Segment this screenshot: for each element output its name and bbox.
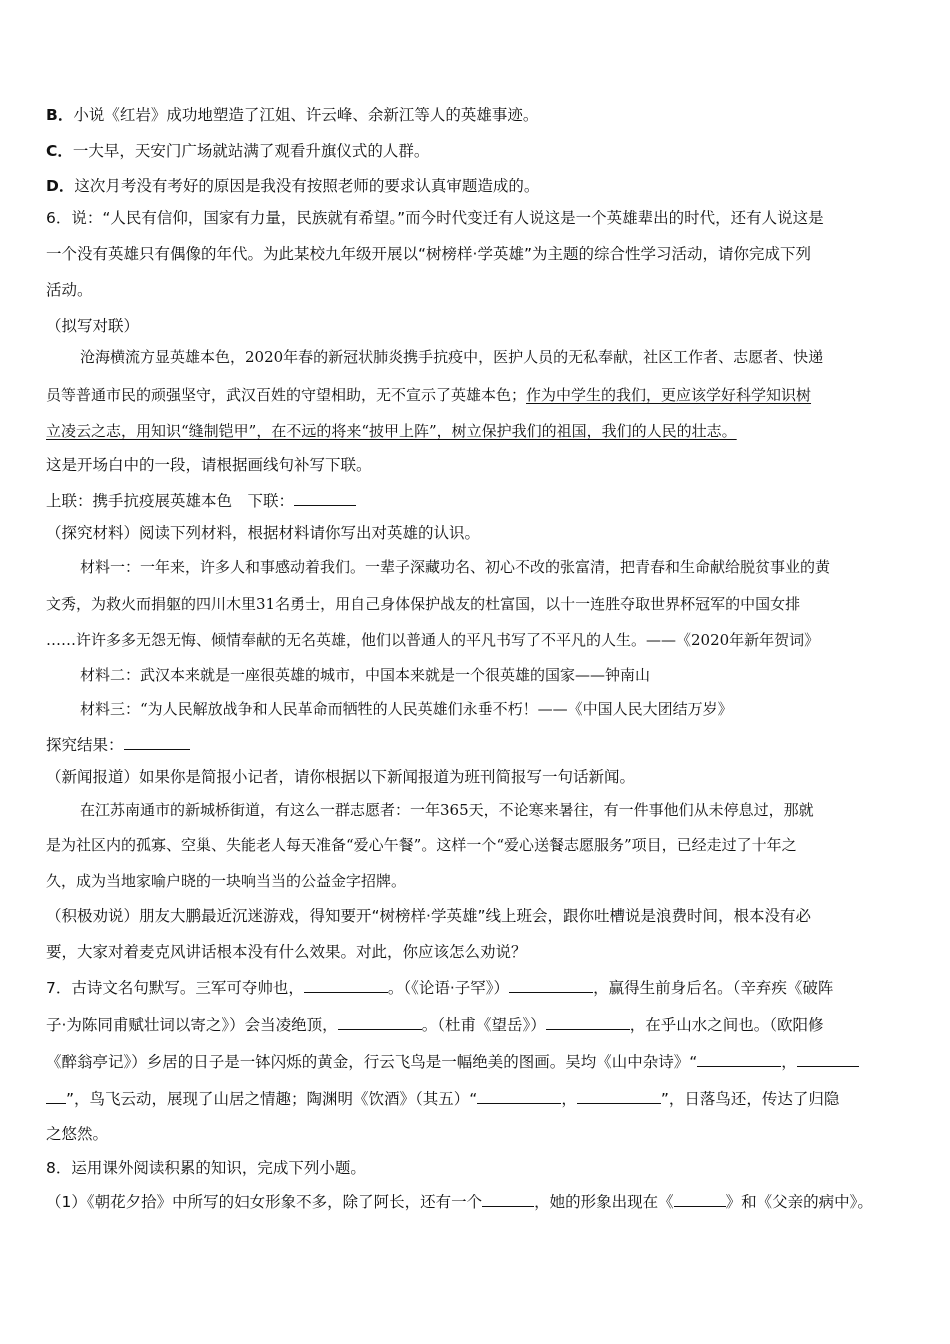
- q7-text: ”，鸟飞云动，展现了山居之情趣；陶渊明《饮酒》（其五）“: [66, 1090, 478, 1108]
- q7-blank[interactable]: [477, 1087, 561, 1104]
- material-one-line: 文秀，为救火而捐躯的四川木里31名勇士，用自己身体保护战友的杜富国，以十一连胜夺取世界杯冠军的中国女排: [46, 595, 801, 613]
- q7-blank[interactable]: [797, 1050, 859, 1067]
- news-line: 久，成为当地家喻户晓的一块响当当的公益金字招牌。: [46, 872, 407, 890]
- research-result-label: 探究结果：: [46, 736, 124, 754]
- q7-text: ，在乎山水之间也。（欧阳修: [629, 1016, 824, 1034]
- news-line: 是为社区内的孤寡、空巢、失能老人每天准备“爱心午餐”。这样一个“爱心送餐志愿服务”项目，已经走过了十年之: [46, 836, 797, 854]
- q7-blank[interactable]: [509, 976, 593, 993]
- material-one-line: 材料一：一年来，许多人和事感动着我们。一辈子深藏功名、初心不改的张富清，把青春和生命献给脱贫事业的黄: [80, 558, 831, 576]
- q5-option-d: [46, 176, 910, 196]
- q8-text: ，她的形象出现在《: [534, 1193, 674, 1211]
- q7-blank[interactable]: [577, 1087, 661, 1104]
- option-label: B．: [46, 106, 74, 124]
- underlined-sentence: 作为中学生的我们，更应该学好科学知识树: [526, 386, 812, 404]
- couplet-heading: （拟写对联）: [46, 317, 140, 335]
- passage-text: 员等普通市民的顽强坚守，武汉百姓的守望相助，无不宣示了英雄本色；: [46, 386, 527, 404]
- option-label: C．: [46, 142, 73, 160]
- q7-text: 。（《论语·子罕》）: [387, 979, 510, 997]
- q7-blank[interactable]: [546, 1013, 630, 1030]
- q7-blank[interactable]: [338, 1013, 422, 1030]
- q7-text: ”，日落鸟还，传达了归隐: [660, 1090, 840, 1108]
- couplet-passage-line: [46, 385, 910, 405]
- option-text: 这次月考没有考好的原因是我没有按照老师的要求认真审题造成的。: [74, 177, 540, 195]
- q7-line: [46, 1050, 910, 1072]
- news-heading: （新闻报道）如果你是简报小记者，请你根据以下新闻报道为班刊简报写一句话新闻。: [46, 768, 636, 786]
- couplet-instruction: 这是开场白中的一段，请根据画线句补写下联。: [46, 456, 372, 474]
- material-three: 材料三：“为人民解放战争和人民革命而牺牲的人民英雄们永垂不朽！——《中国人民大团结万岁》: [80, 700, 733, 718]
- q7-text: 。（杜甫《望岳》）: [421, 1016, 546, 1034]
- q7-line: [46, 976, 910, 998]
- research-result-blank[interactable]: [124, 733, 190, 750]
- research-result-line: [46, 733, 910, 755]
- lower-line-blank[interactable]: [294, 489, 356, 506]
- q6-intro-line: 活动。: [46, 281, 93, 299]
- material-one-line: ……许许多多无怨无悔、倾情奉献的无名英雄，他们以普通人的平凡书写了不平凡的人生。——《2020年新年贺词》: [46, 631, 820, 649]
- materials-heading: （探究材料）阅读下列材料，根据材料请你写出对英雄的认识。: [46, 524, 481, 542]
- q8-text: 》和《父亲的病中》。: [725, 1193, 873, 1211]
- couplet-answer-line: [46, 489, 910, 511]
- q7-text: 子·为陈同甫赋壮词以寄之》）会当凌绝顶，: [46, 1016, 338, 1034]
- q8-blank[interactable]: [482, 1190, 534, 1207]
- material-two: 材料二：武汉本来就是一座很英雄的城市，中国本来就是一个很英雄的国家——钟南山: [80, 666, 651, 684]
- persuade-line: 要，大家对着麦克风讲话根本没有什么效果。对此，你应该怎么劝说？: [46, 943, 527, 961]
- q5-option-c: [46, 141, 910, 161]
- q7-text: ，: [561, 1090, 577, 1108]
- q7-line: [46, 1013, 910, 1035]
- q6-intro-line: 一个没有英雄只有偶像的年代。为此某校九年级开展以“树榜样·学英雄”为主题的综合性学习活动，请你完成下列: [46, 245, 811, 263]
- q7-blank[interactable]: [46, 1087, 66, 1104]
- option-text: 小说《红岩》成功地塑造了江姐、许云峰、余新江等人的英雄事迹。: [73, 106, 539, 124]
- q7-text: 7．古诗文名句默写。三军可夺帅也，: [46, 979, 304, 997]
- q7-line: 之悠然。: [46, 1125, 109, 1143]
- couplet-passage-line: [46, 421, 910, 441]
- underlined-sentence: 立凌云之志，用知识“缝制铠甲”，在不远的将来“披甲上阵”，树立保护我们的祖国，我们的人民的壮志。: [46, 422, 737, 440]
- option-label: D．: [46, 177, 75, 195]
- upper-line-text: 上联：携手抗疫展英雄本色 下联：: [46, 492, 295, 510]
- q7-text: 《醉翁亭记》）乡居的日子是一钵闪烁的黄金，行云飞鸟是一幅绝美的图画。吴均《山中杂诗》“: [46, 1053, 698, 1071]
- q7-blank[interactable]: [304, 976, 388, 993]
- q7-text: ，赢得生前身后名。（辛弃疾《破阵: [593, 979, 834, 997]
- q8-subquestion-1: [46, 1190, 910, 1212]
- q5-option-b: [46, 105, 910, 125]
- q8-heading: 8．运用课外阅读积累的知识，完成下列小题。: [46, 1159, 366, 1177]
- q6-intro-line: 6．说：“人民有信仰，国家有力量，民族就有希望。”而今时代变迁有人说这是一个英雄辈出的时代，还有人说这是: [46, 209, 824, 227]
- q7-line: [46, 1087, 910, 1109]
- option-text: 一大早，天安门广场就站满了观看升旗仪式的人群。: [72, 142, 430, 160]
- news-line: 在江苏南通市的新城桥街道，有这么一群志愿者：一年365天，不论寒来暑往，有一件事他们从未停息过，那就: [80, 801, 814, 819]
- persuade-line: （积极劝说）朋友大鹏最近沉迷游戏，得知要开“树榜样·学英雄”线上班会，跟你吐槽说是浪费时间，根本没有必: [46, 907, 811, 925]
- q7-text: ，: [781, 1053, 797, 1071]
- couplet-passage-line: 沧海横流方显英雄本色，2020年春的新冠状肺炎携手抗疫中，医护人员的无私奉献，社区工作者、志愿者、快递: [80, 348, 824, 366]
- q7-blank[interactable]: [697, 1050, 781, 1067]
- q8-text: （1）《朝花夕拾》中所写的妇女形象不多，除了阿长，还有一个: [46, 1193, 483, 1211]
- q8-blank[interactable]: [674, 1190, 726, 1207]
